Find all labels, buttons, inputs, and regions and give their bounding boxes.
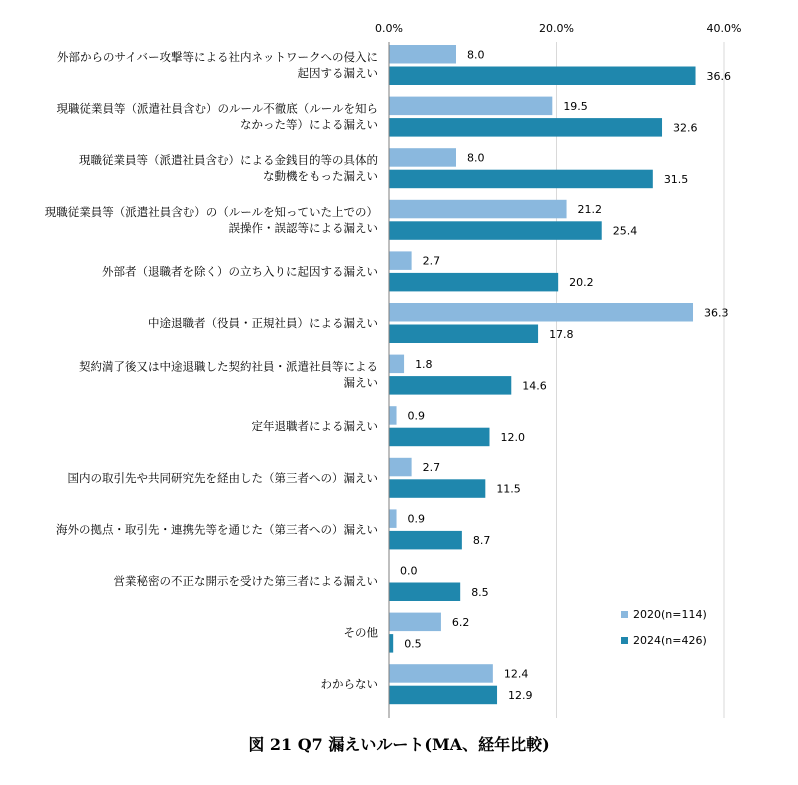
data-label: 14.6 xyxy=(522,379,547,393)
bar xyxy=(389,200,567,219)
bar xyxy=(389,686,497,705)
bar xyxy=(389,531,462,550)
data-label: 0.9 xyxy=(407,512,426,526)
data-label: 12.4 xyxy=(503,667,529,681)
data-label: 0.9 xyxy=(407,409,426,423)
data-label: 36.6 xyxy=(706,69,732,83)
data-label: 25.4 xyxy=(612,224,638,238)
figure-caption: 図 21 Q7 漏えいルート(MA、経年比較) xyxy=(248,735,550,754)
category-label: 海外の拠点・取引先・連携先等を通じた（第三者への）漏えい xyxy=(56,522,378,537)
data-label: 36.3 xyxy=(704,306,729,320)
bar xyxy=(389,509,397,528)
data-label: 20.2 xyxy=(569,276,594,290)
bar xyxy=(389,221,602,240)
legend-swatch xyxy=(621,637,628,644)
data-label: 12.9 xyxy=(508,688,533,702)
category-label: なかった等）による漏えい xyxy=(240,117,378,132)
data-label: 0.5 xyxy=(404,637,422,651)
bar xyxy=(389,664,493,683)
data-label: 2.7 xyxy=(422,461,441,475)
bar xyxy=(389,583,460,602)
data-label: 2.7 xyxy=(422,254,441,268)
data-label: 32.6 xyxy=(673,121,698,135)
category-label: 外部からのサイバー攻撃等による社内ネットワークへの侵入に xyxy=(57,50,378,64)
category-label: 誤操作・誤認等による漏えい xyxy=(228,220,378,235)
category-label: その他 xyxy=(343,625,378,640)
category-label: 現職従業員等（派遣社員含む）のルール不徹底（ルールを知ら xyxy=(56,101,378,116)
data-label: 19.5 xyxy=(563,99,588,113)
bar xyxy=(389,458,412,477)
bar xyxy=(389,97,552,116)
data-label: 8.0 xyxy=(467,151,485,165)
category-label: 営業秘密の不正な開示を受けた第三者による漏えい xyxy=(113,574,378,588)
category-label: 国内の取引先や共同研究先を経由した（第三者への）漏えい xyxy=(67,470,378,485)
bar xyxy=(389,355,404,374)
bar xyxy=(389,67,696,86)
legend-swatch xyxy=(621,611,628,618)
data-label: 21.2 xyxy=(577,203,603,217)
bar xyxy=(389,45,456,64)
category-label: 中途退職者（役員・正規社員）による漏えい xyxy=(148,316,378,330)
category-label: 契約満了後又は中途退職した契約社員・派遣社員等による xyxy=(79,359,378,374)
bar xyxy=(389,376,511,395)
bar xyxy=(389,325,538,344)
tick-label: 40.0% xyxy=(706,22,742,35)
tick-label: 0.0% xyxy=(375,22,403,35)
category-label: 定年退職者による漏えい xyxy=(251,419,378,434)
bar xyxy=(389,118,662,137)
tick-label: 20.0% xyxy=(539,22,574,35)
data-label: 8.0 xyxy=(467,48,485,62)
data-label: 11.5 xyxy=(496,482,521,496)
bar xyxy=(389,406,397,425)
bar xyxy=(389,613,441,632)
category-label: な動機をもった漏えい xyxy=(263,169,378,184)
bar xyxy=(389,148,456,167)
data-label: 6.2 xyxy=(451,615,470,629)
category-label: わからない xyxy=(320,677,378,692)
data-label: 12.0 xyxy=(500,430,525,444)
bar xyxy=(389,170,653,189)
data-label: 17.8 xyxy=(549,327,574,341)
data-label: 31.5 xyxy=(663,172,689,186)
bar xyxy=(389,273,558,292)
category-label: 漏えい xyxy=(343,375,378,390)
bar xyxy=(389,479,485,498)
bar xyxy=(389,634,393,653)
category-label: 起因する漏えい xyxy=(297,66,378,80)
bar xyxy=(389,303,693,322)
category-label: 現職従業員等（派遣社員含む）による金銭目的等の具体的 xyxy=(79,153,378,168)
bar xyxy=(389,428,490,447)
category-label: 現職従業員等（派遣社員含む）の（ルールを知っていた上での） xyxy=(44,204,378,219)
legend-label: 2020(n=114) xyxy=(633,608,707,621)
data-label: 1.8 xyxy=(415,357,433,371)
data-label: 0.0 xyxy=(400,564,418,578)
legend-label: 2024(n=426) xyxy=(633,634,707,647)
bar xyxy=(389,251,412,270)
category-label: 外部者（退職者を除く）の立ち入りに起因する漏えい xyxy=(102,264,378,279)
data-label: 8.5 xyxy=(471,585,489,599)
data-label: 8.7 xyxy=(472,534,491,548)
